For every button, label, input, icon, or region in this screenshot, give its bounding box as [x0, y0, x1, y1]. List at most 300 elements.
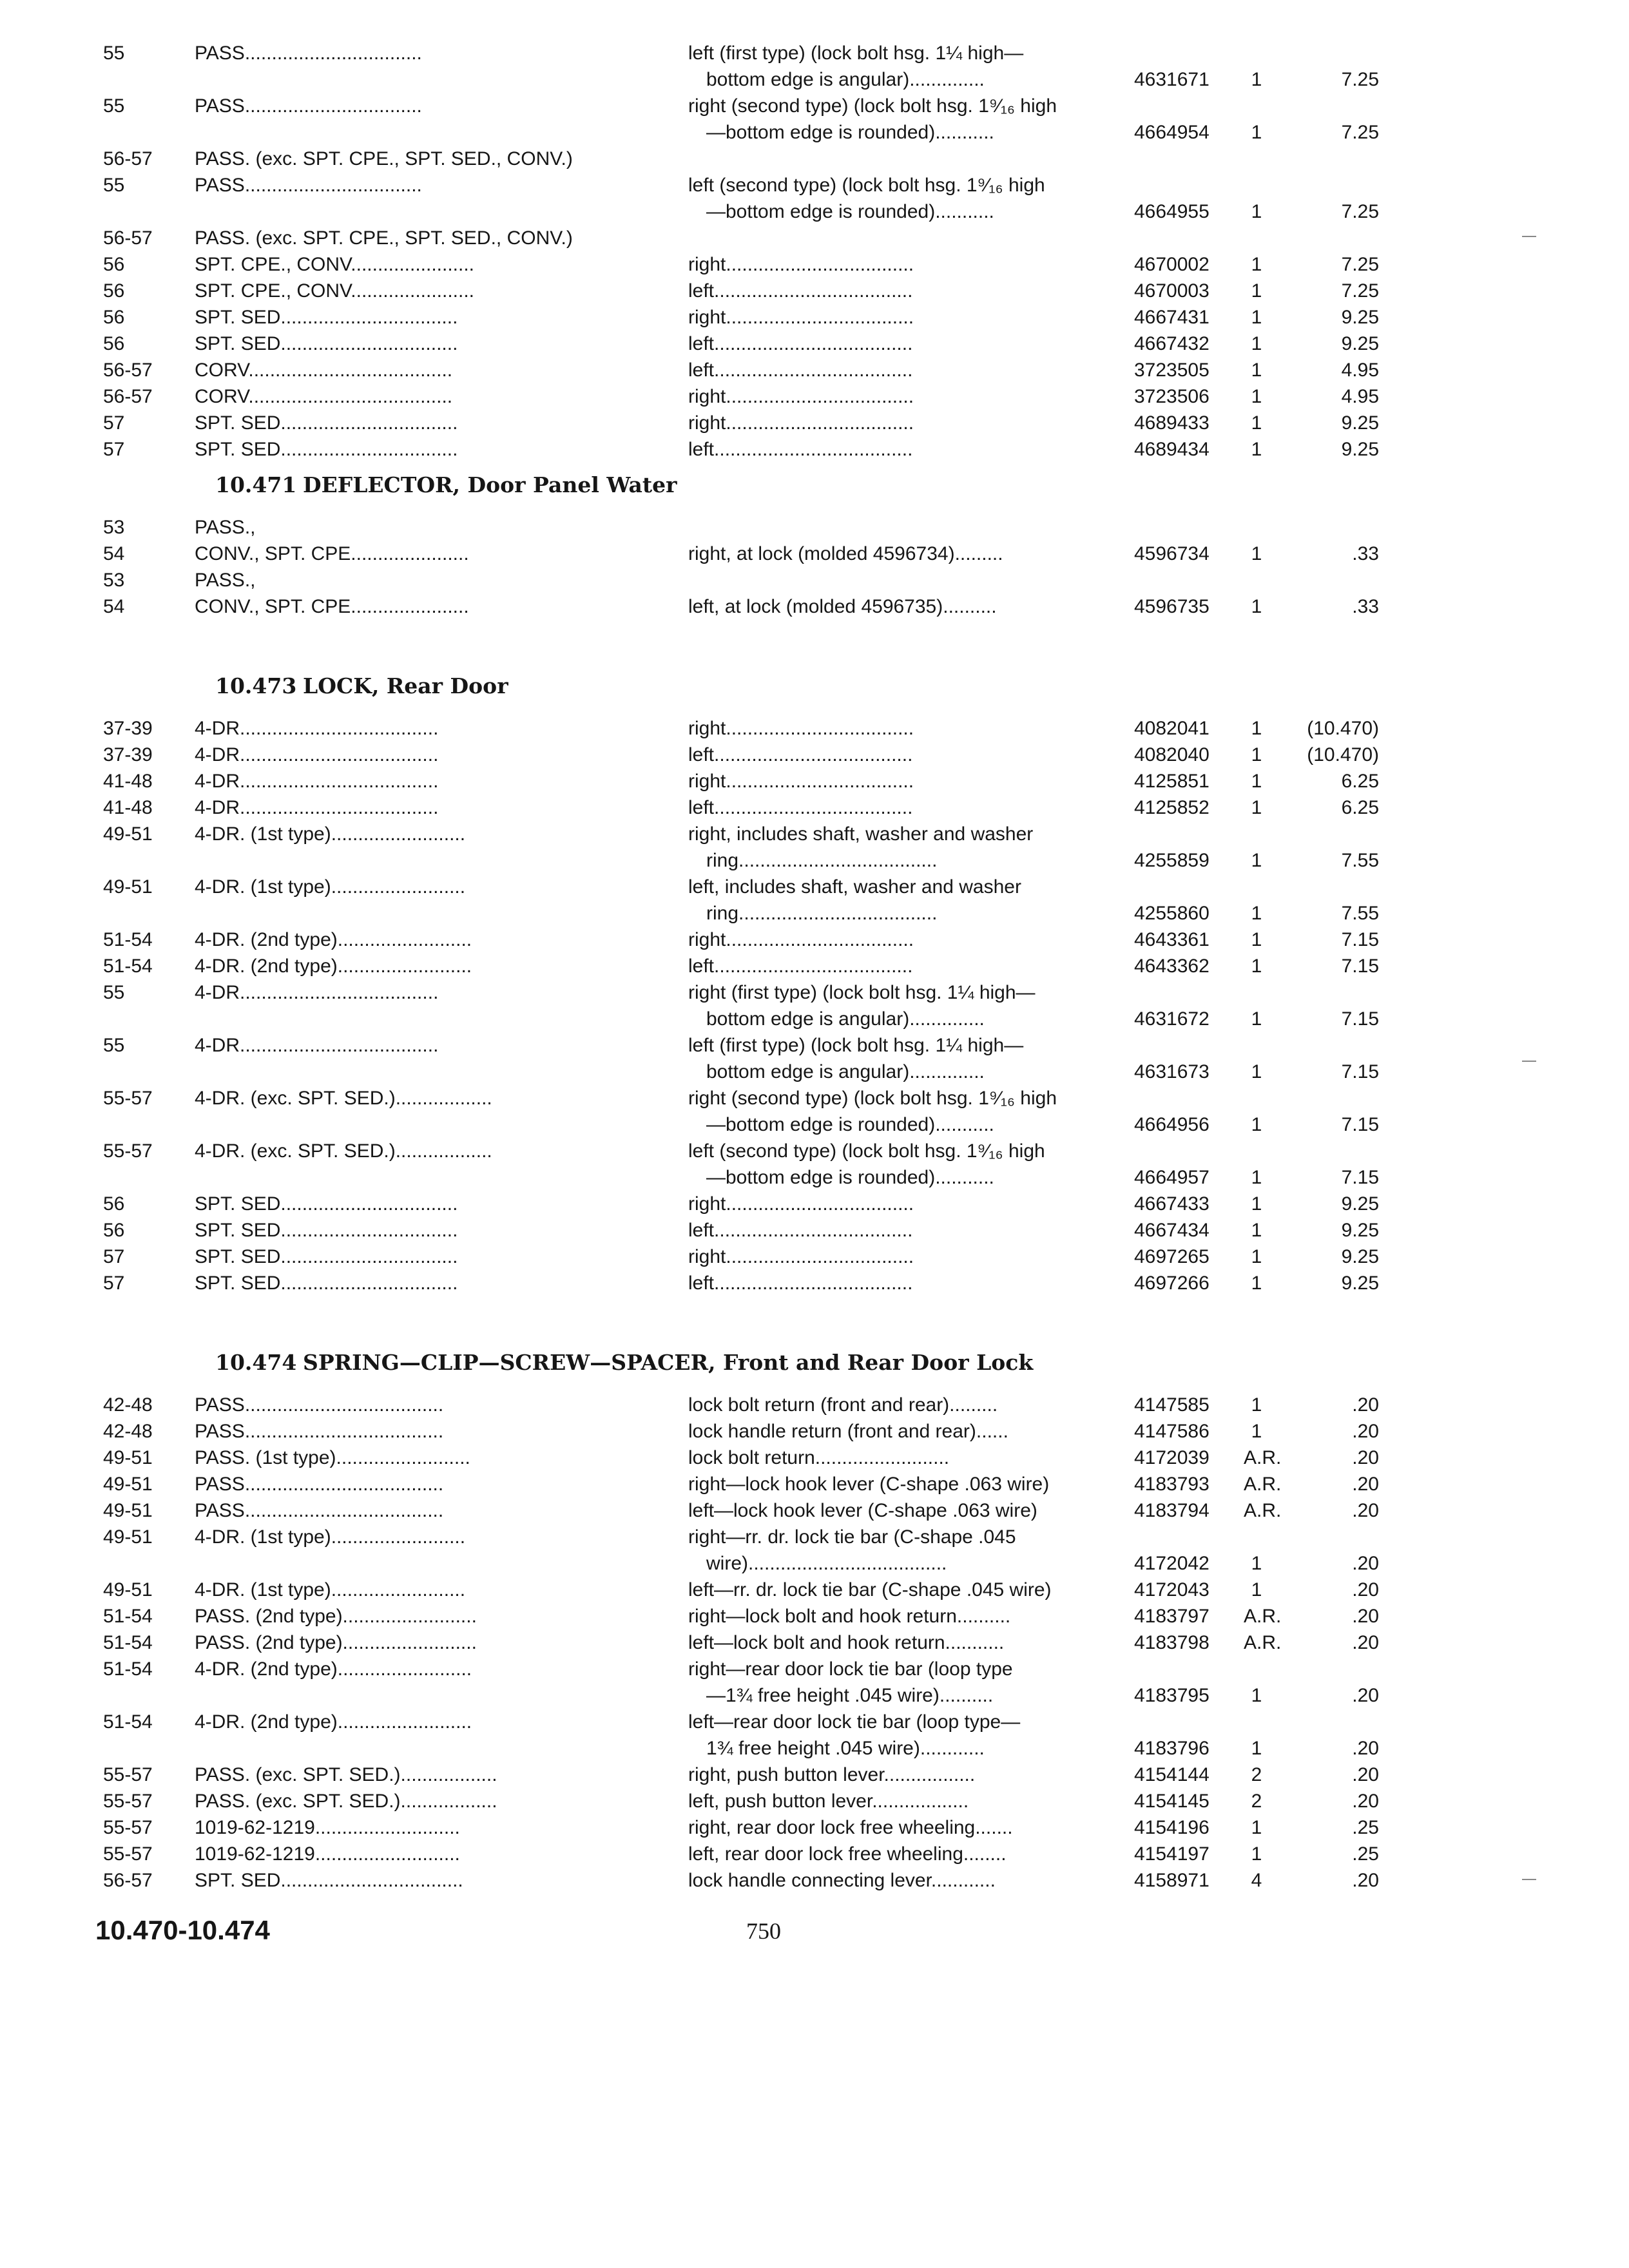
quantity: 1	[1251, 771, 1262, 792]
part-number: 4172039	[1134, 1447, 1210, 1468]
model-application: 4-DR.....................................	[195, 718, 439, 739]
price: 7.15	[1341, 956, 1379, 977]
part-description: left (first type) (lock bolt hsg. 1¼ high—	[688, 1035, 1024, 1056]
model-application: SPT. SED.................................	[195, 1193, 458, 1215]
part-number: 4183795	[1134, 1685, 1210, 1706]
part-description: —bottom edge is rounded)...........	[706, 1114, 994, 1135]
page-number: 750	[746, 1918, 781, 1944]
section-heading	[0, 463, 1629, 508]
part-description: right—lock hook lever (C-shape .063 wire)	[688, 1474, 1050, 1495]
price: .20	[1352, 1553, 1379, 1574]
quantity: A.R.	[1244, 1500, 1282, 1521]
price: .25	[1352, 1817, 1379, 1838]
model-application: 4-DR. (2nd type).........................	[195, 956, 472, 977]
model-years: 56	[103, 333, 125, 354]
part-description: right...................................	[688, 718, 914, 739]
table-row	[0, 251, 1629, 278]
part-description: right (second type) (lock bolt hsg. 1⁹⁄₁₆ high	[688, 95, 1057, 117]
part-description: right...................................	[688, 386, 914, 407]
price: 7.15	[1341, 1061, 1379, 1082]
price: 4.95	[1341, 360, 1379, 381]
price: 7.25	[1341, 254, 1379, 275]
part-description: left.....................................	[688, 1273, 913, 1294]
section-10.473	[0, 664, 1629, 1296]
model-years: 57	[103, 412, 125, 434]
part-description: right...................................	[688, 307, 914, 328]
part-description: lock bolt return (front and rear).........	[688, 1394, 998, 1416]
model-application: 4-DR. (exc. SPT. SED.)..................	[195, 1140, 492, 1162]
price: (10.470)	[1307, 718, 1379, 739]
model-years: 56-57	[103, 148, 153, 169]
price: .20	[1352, 1685, 1379, 1706]
table-row	[0, 1497, 1629, 1524]
table-row	[0, 874, 1629, 900]
part-number: 3723505	[1134, 360, 1210, 381]
part-description: 1¾ free height .045 wire)............	[706, 1738, 985, 1759]
table-row	[0, 1814, 1629, 1841]
table-row	[0, 1445, 1629, 1471]
part-description: left (second type) (lock bolt hsg. 1⁹⁄₁₆ high	[688, 175, 1045, 196]
model-application: 4-DR. (exc. SPT. SED.)..................	[195, 1088, 492, 1109]
section-heading	[0, 664, 1629, 709]
quantity: 1	[1251, 797, 1262, 818]
model-years: 56	[103, 254, 125, 275]
part-number: 4147586	[1134, 1421, 1210, 1442]
section-number: 10.471	[215, 472, 297, 497]
part-number: 4172042	[1134, 1553, 1210, 1574]
price: 9.25	[1341, 307, 1379, 328]
table-row	[0, 1656, 1629, 1682]
section-number: 10.473	[215, 673, 297, 698]
part-number: 4643361	[1134, 929, 1210, 950]
quantity: 1	[1251, 1817, 1262, 1838]
quantity: 1	[1251, 1167, 1262, 1188]
part-description: left, includes shaft, washer and washer	[688, 876, 1021, 898]
part-number: 4147585	[1134, 1394, 1210, 1416]
model-years: 37-39	[103, 744, 153, 765]
table-row	[0, 847, 1629, 874]
model-years: 42-48	[103, 1421, 153, 1442]
table-row	[0, 1603, 1629, 1629]
part-description: left.....................................	[688, 797, 913, 818]
quantity: 1	[1251, 1246, 1262, 1267]
table-row	[0, 1059, 1629, 1085]
price: .20	[1352, 1870, 1379, 1891]
price: .20	[1352, 1500, 1379, 1521]
price: 7.55	[1341, 903, 1379, 924]
quantity: 1	[1251, 956, 1262, 977]
part-number: 4664957	[1134, 1167, 1210, 1188]
model-application: 4-DR.....................................	[195, 744, 439, 765]
quantity: A.R.	[1244, 1447, 1282, 1468]
quantity: 1	[1251, 254, 1262, 275]
price: 9.25	[1341, 1246, 1379, 1267]
part-description: —1¾ free height .045 wire)..........	[706, 1685, 994, 1706]
margin-mark	[1522, 236, 1536, 237]
price: 6.25	[1341, 771, 1379, 792]
part-number: 3723506	[1134, 386, 1210, 407]
part-description: bottom edge is angular)..............	[706, 1061, 985, 1082]
part-description: left—rr. dr. lock tie bar (C-shape .045 wire)	[688, 1579, 1052, 1600]
model-years: 51-54	[103, 1711, 153, 1733]
model-years: 49-51	[103, 1579, 153, 1600]
part-number: 4689434	[1134, 439, 1210, 460]
price: 9.25	[1341, 333, 1379, 354]
table-row	[0, 514, 1629, 541]
part-description: left—lock bolt and hook return...........	[688, 1632, 1005, 1653]
part-number: 4596734	[1134, 543, 1210, 564]
section-heading	[0, 1340, 1629, 1385]
model-years: 51-54	[103, 1632, 153, 1653]
part-description: right...................................	[688, 1246, 914, 1267]
part-description: ring.....................................	[706, 903, 938, 924]
section-title: SPRING—CLIP—SCREW—SPACER, Front and Rear Door Lock	[303, 1350, 1034, 1375]
price: 9.25	[1341, 1273, 1379, 1294]
quantity: 1	[1251, 850, 1262, 871]
part-description: bottom edge is angular)..............	[706, 1008, 985, 1030]
part-number: 4172043	[1134, 1579, 1210, 1600]
quantity: 1	[1251, 1193, 1262, 1215]
quantity: 1	[1251, 596, 1262, 617]
part-description: right—rear door lock tie bar (loop type	[688, 1658, 1013, 1680]
part-description: —bottom edge is rounded)...........	[706, 201, 994, 222]
part-description: right...................................	[688, 929, 914, 950]
model-application: 4-DR. (2nd type).........................	[195, 929, 472, 950]
model-years: 55-57	[103, 1140, 153, 1162]
model-years: 57	[103, 439, 125, 460]
price: 9.25	[1341, 412, 1379, 434]
price: 7.15	[1341, 929, 1379, 950]
part-number: 4596735	[1134, 596, 1210, 617]
part-description: left—rear door lock tie bar (loop type—	[688, 1711, 1021, 1733]
model-application: PASS. (1st type).........................	[195, 1447, 470, 1468]
model-application: PASS. (exc. SPT. CPE., SPT. SED., CONV.)	[195, 148, 573, 169]
quantity: 1	[1251, 1738, 1262, 1759]
price: .20	[1352, 1606, 1379, 1627]
model-years: 56-57	[103, 1870, 153, 1891]
quantity: 1	[1251, 1273, 1262, 1294]
part-number: 4255860	[1134, 903, 1210, 924]
quantity: 1	[1251, 1843, 1262, 1865]
table-row	[0, 1392, 1629, 1418]
part-number: 4183797	[1134, 1606, 1210, 1627]
part-number: 4154196	[1134, 1817, 1210, 1838]
model-years: 55-57	[103, 1791, 153, 1812]
part-description: right, at lock (molded 4596734).........	[688, 543, 1003, 564]
model-application: 4-DR.....................................	[195, 982, 439, 1003]
part-number: 4255859	[1134, 850, 1210, 871]
model-years: 56-57	[103, 227, 153, 249]
table-row	[0, 979, 1629, 1006]
table-row	[0, 66, 1629, 93]
model-years: 51-54	[103, 956, 153, 977]
quantity: 1	[1251, 1061, 1262, 1082]
model-years: 56	[103, 1193, 125, 1215]
table-row	[0, 1270, 1629, 1296]
table-row	[0, 1006, 1629, 1032]
table-row	[0, 410, 1629, 436]
model-years: 53	[103, 517, 125, 538]
model-years: 55	[103, 95, 125, 117]
table-row	[0, 93, 1629, 119]
table-row	[0, 1471, 1629, 1497]
model-years: 49-51	[103, 823, 153, 845]
model-years: 51-54	[103, 1606, 153, 1627]
section-title: DEFLECTOR, Door Panel Water	[303, 472, 677, 497]
quantity: 1	[1251, 333, 1262, 354]
part-description: left, at lock (molded 4596735)..........	[688, 596, 997, 617]
model-application: CONV., SPT. CPE......................	[195, 543, 469, 564]
quantity: 1	[1251, 386, 1262, 407]
part-number: 4183796	[1134, 1738, 1210, 1759]
part-description: left (second type) (lock bolt hsg. 1⁹⁄₁₆ high	[688, 1140, 1045, 1162]
quantity: 1	[1251, 718, 1262, 739]
model-application: PASS.....................................	[195, 1421, 444, 1442]
model-years: 37-39	[103, 718, 153, 739]
table-row	[0, 198, 1629, 225]
table-row	[0, 1709, 1629, 1735]
model-application: PASS.,	[195, 517, 256, 538]
model-years: 54	[103, 596, 125, 617]
part-number: 4183794	[1134, 1500, 1210, 1521]
model-years: 55	[103, 175, 125, 196]
quantity: A.R.	[1244, 1632, 1282, 1653]
part-number: 4643362	[1134, 956, 1210, 977]
table-row	[0, 1032, 1629, 1059]
part-description: left—lock hook lever (C-shape .063 wire)	[688, 1500, 1037, 1521]
quantity: 1	[1251, 1421, 1262, 1442]
model-application: SPT. CPE., CONV.......................	[195, 254, 475, 275]
model-years: 55-57	[103, 1843, 153, 1865]
price: 7.15	[1341, 1008, 1379, 1030]
model-years: 53	[103, 570, 125, 591]
part-description: right—lock bolt and hook return..........	[688, 1606, 1011, 1627]
table-row	[0, 331, 1629, 357]
table-row	[0, 1735, 1629, 1762]
table-row	[0, 1577, 1629, 1603]
quantity: 4	[1251, 1870, 1262, 1891]
price: 7.15	[1341, 1114, 1379, 1135]
part-number: 4082040	[1134, 744, 1210, 765]
table-row	[0, 1629, 1629, 1656]
table-row	[0, 383, 1629, 410]
model-years: 57	[103, 1273, 125, 1294]
price: 9.25	[1341, 439, 1379, 460]
table-row	[0, 567, 1629, 593]
margin-mark	[1522, 1879, 1536, 1880]
part-number: 4631673	[1134, 1061, 1210, 1082]
model-application: 4-DR.....................................	[195, 1035, 439, 1056]
model-years: 57	[103, 1246, 125, 1267]
quantity: 1	[1251, 929, 1262, 950]
table-row	[0, 768, 1629, 794]
price: .20	[1352, 1764, 1379, 1785]
price: (10.470)	[1307, 744, 1379, 765]
model-application: 4-DR. (2nd type).........................	[195, 1711, 472, 1733]
price: .33	[1352, 543, 1379, 564]
quantity: 1	[1251, 360, 1262, 381]
part-number: 4154197	[1134, 1843, 1210, 1865]
model-application: 4-DR. (1st type).........................	[195, 876, 466, 898]
model-application: PASS. (2nd type).........................	[195, 1632, 477, 1653]
table-row	[0, 172, 1629, 198]
price: .20	[1352, 1447, 1379, 1468]
model-years: 55-57	[103, 1764, 153, 1785]
quantity: 1	[1251, 1579, 1262, 1600]
price: 7.15	[1341, 1167, 1379, 1188]
quantity: 1	[1251, 1220, 1262, 1241]
quantity: 1	[1251, 307, 1262, 328]
table-row	[0, 927, 1629, 953]
model-application: SPT. SED.................................	[195, 1273, 458, 1294]
part-number: 4183793	[1134, 1474, 1210, 1495]
part-description: right...................................	[688, 254, 914, 275]
model-application: PASS. (exc. SPT. CPE., SPT. SED., CONV.)	[195, 227, 573, 249]
table-row	[0, 1085, 1629, 1111]
quantity: 1	[1251, 122, 1262, 143]
price: 7.25	[1341, 280, 1379, 302]
section-10.474	[0, 1340, 1629, 1894]
part-description: lock handle connecting lever............	[688, 1870, 996, 1891]
part-number: 4667431	[1134, 307, 1210, 328]
price: .20	[1352, 1632, 1379, 1653]
model-years: 55-57	[103, 1088, 153, 1109]
part-description: left.....................................	[688, 956, 913, 977]
table-row	[0, 278, 1629, 304]
model-application: PASS. (2nd type).........................	[195, 1606, 477, 1627]
price: 6.25	[1341, 797, 1379, 818]
table-row	[0, 593, 1629, 620]
part-description: right...................................	[688, 412, 914, 434]
table-row	[0, 715, 1629, 742]
table-row	[0, 1138, 1629, 1164]
model-years: 55	[103, 43, 125, 64]
margin-mark	[1522, 1061, 1536, 1062]
quantity: 1	[1251, 1394, 1262, 1416]
price: 7.25	[1341, 69, 1379, 90]
part-number: 4697265	[1134, 1246, 1210, 1267]
quantity: 1	[1251, 1114, 1262, 1135]
quantity: 1	[1251, 69, 1262, 90]
part-description: lock bolt return.........................	[688, 1447, 950, 1468]
table-row	[0, 146, 1629, 172]
table-row	[0, 1111, 1629, 1138]
part-number: 4667433	[1134, 1193, 1210, 1215]
part-description: left.....................................	[688, 280, 913, 302]
quantity: 1	[1251, 1685, 1262, 1706]
table-row	[0, 225, 1629, 251]
section-title: LOCK, Rear Door	[303, 673, 508, 698]
model-application: PASS.....................................	[195, 1500, 444, 1521]
model-years: 51-54	[103, 929, 153, 950]
part-number: 4154144	[1134, 1764, 1210, 1785]
model-application: CONV., SPT. CPE......................	[195, 596, 469, 617]
price: 9.25	[1341, 1193, 1379, 1215]
price: 7.55	[1341, 850, 1379, 871]
model-application: PASS.....................................	[195, 1474, 444, 1495]
table-row	[0, 119, 1629, 146]
part-description: left, push button lever..................	[688, 1791, 969, 1812]
part-description: right...................................	[688, 1193, 914, 1215]
table-row	[0, 742, 1629, 768]
price: 4.95	[1341, 386, 1379, 407]
part-description: left (first type) (lock bolt hsg. 1¼ high—	[688, 43, 1024, 64]
section-10.470-cont	[0, 40, 1629, 463]
model-years: 41-48	[103, 797, 153, 818]
model-application: 1019-62-1219...........................	[195, 1843, 460, 1865]
model-application: PASS.,	[195, 570, 256, 591]
quantity: 1	[1251, 543, 1262, 564]
quantity: 1	[1251, 1553, 1262, 1574]
table-row	[0, 1841, 1629, 1867]
table-row	[0, 794, 1629, 821]
model-application: 1019-62-1219...........................	[195, 1817, 460, 1838]
model-application: SPT. SED.................................	[195, 412, 458, 434]
table-row	[0, 900, 1629, 927]
part-description: left.....................................	[688, 439, 913, 460]
part-description: ring.....................................	[706, 850, 938, 871]
model-application: PASS.................................	[195, 175, 422, 196]
section-range-footer: 10.470-10.474	[95, 1915, 270, 1945]
part-number: 4125851	[1134, 771, 1210, 792]
model-application: SPT. CPE., CONV.......................	[195, 280, 475, 302]
price: .20	[1352, 1791, 1379, 1812]
model-application: SPT. SED.................................	[195, 1246, 458, 1267]
part-number: 4631671	[1134, 69, 1210, 90]
part-description: left, rear door lock free wheeling........	[688, 1843, 1007, 1865]
model-application: 4-DR.....................................	[195, 771, 439, 792]
price: .25	[1352, 1843, 1379, 1865]
part-description: bottom edge is angular)..............	[706, 69, 985, 90]
part-description: lock handle return (front and rear)......	[688, 1421, 1008, 1442]
price: .20	[1352, 1394, 1379, 1416]
model-application: SPT. SED.................................	[195, 439, 458, 460]
model-years: 51-54	[103, 1658, 153, 1680]
table-row	[0, 304, 1629, 331]
model-years: 55	[103, 982, 125, 1003]
part-number: 4667432	[1134, 333, 1210, 354]
model-application: PASS. (exc. SPT. SED.)..................	[195, 1764, 497, 1785]
part-description: right—rr. dr. lock tie bar (C-shape .045	[688, 1526, 1016, 1548]
price: .20	[1352, 1421, 1379, 1442]
model-years: 41-48	[103, 771, 153, 792]
table-row	[0, 1762, 1629, 1788]
table-row	[0, 1164, 1629, 1191]
table-row	[0, 357, 1629, 383]
part-description: right...................................	[688, 771, 914, 792]
model-years: 56-57	[103, 360, 153, 381]
part-number: 4670002	[1134, 254, 1210, 275]
model-years: 54	[103, 543, 125, 564]
model-application: SPT. SED..................................	[195, 1870, 463, 1891]
table-row	[0, 1418, 1629, 1445]
part-number: 4689433	[1134, 412, 1210, 434]
model-application: 4-DR. (1st type).........................	[195, 823, 466, 845]
part-description: right (first type) (lock bolt hsg. 1¼ high—	[688, 982, 1036, 1003]
part-number: 4664956	[1134, 1114, 1210, 1135]
model-years: 56	[103, 307, 125, 328]
model-years: 56-57	[103, 386, 153, 407]
model-application: PASS.....................................	[195, 1394, 444, 1416]
table-row	[0, 1191, 1629, 1217]
part-number: 4183798	[1134, 1632, 1210, 1653]
model-application: 4-DR. (1st type).........................	[195, 1526, 466, 1548]
model-years: 49-51	[103, 1526, 153, 1548]
table-row	[0, 1788, 1629, 1814]
quantity: A.R.	[1244, 1606, 1282, 1627]
model-application: PASS. (exc. SPT. SED.)..................	[195, 1791, 497, 1812]
model-years: 49-51	[103, 1500, 153, 1521]
